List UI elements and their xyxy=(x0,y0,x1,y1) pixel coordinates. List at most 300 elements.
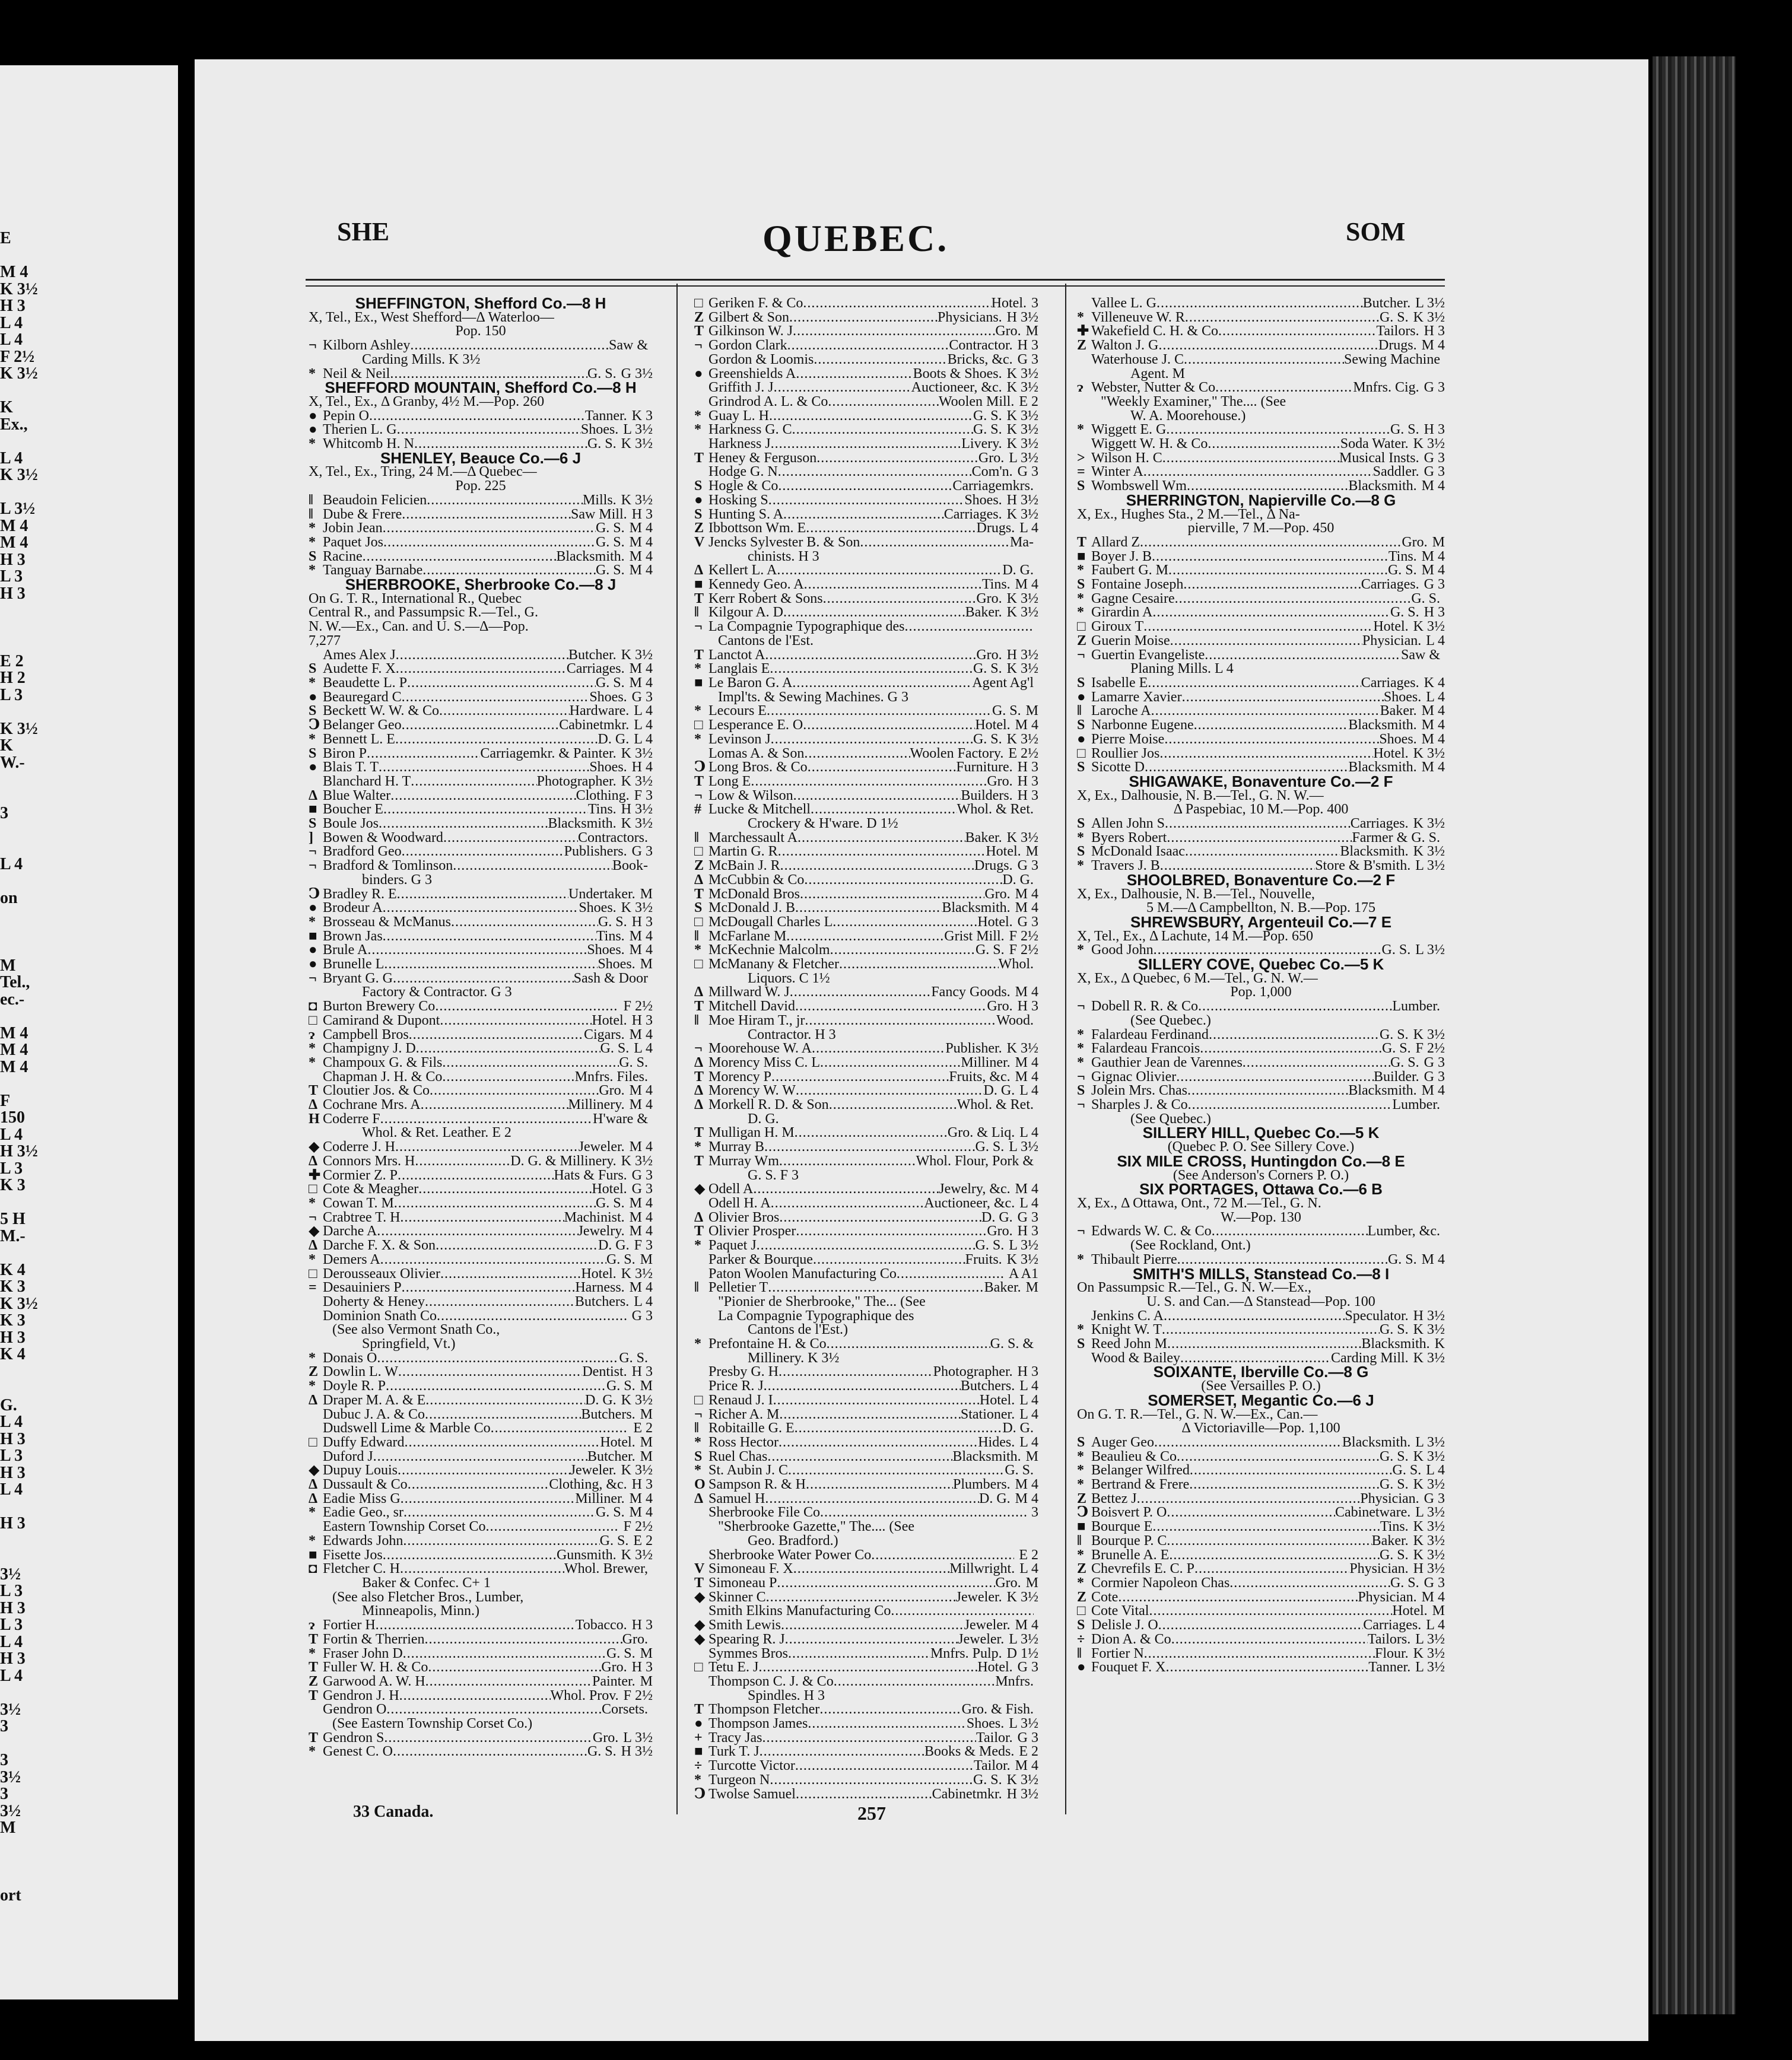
signature-mark: 33 Canada. xyxy=(353,1802,434,1821)
trade-symbol-icon: Δ xyxy=(309,1098,318,1112)
entry-rating: F 3 xyxy=(634,789,653,803)
entry-trade: Whol. xyxy=(998,958,1034,972)
entry-name: Whitcomb H. N xyxy=(323,437,414,452)
directory-entry xyxy=(309,1408,653,1422)
entry-rating: K 3½ xyxy=(1413,817,1445,831)
entry-rating: G 3 xyxy=(1017,1661,1038,1675)
leader-dots xyxy=(425,1295,575,1309)
directory-entry xyxy=(1077,817,1445,831)
entry-trade: Butchers. xyxy=(581,1407,636,1422)
entry-name: Duffy Edward xyxy=(323,1435,405,1450)
entry-trade: Millinery. xyxy=(568,1098,625,1112)
entry-name: Morkell R. D. & Son xyxy=(708,1098,829,1112)
trade-symbol-icon: ¬ xyxy=(694,339,703,353)
directory-entry xyxy=(309,1042,653,1056)
entry-rating: K 3½ xyxy=(1413,310,1445,325)
entry-rating: H 3 xyxy=(631,1661,653,1675)
entry-rating: M 4 xyxy=(1015,1619,1038,1633)
text-line: Crockery & H'ware. D 1½ xyxy=(748,817,898,831)
text-line: W. A. Moorehouse.) xyxy=(1130,409,1246,424)
entry-rating: K 3½ xyxy=(1006,1773,1038,1788)
leader-dots xyxy=(779,1211,981,1225)
entry-rating: E 2 xyxy=(1019,1745,1038,1760)
entry-rating: M 4 xyxy=(1421,1590,1445,1605)
entry-rating: M xyxy=(640,1646,653,1661)
leader-dots xyxy=(1189,1478,1380,1492)
leader-dots xyxy=(803,719,975,733)
leader-dots xyxy=(811,803,957,817)
leader-dots xyxy=(396,648,568,663)
entry-rating: K 3½ xyxy=(1006,437,1038,452)
entry-name: Draper M. A. & E xyxy=(323,1393,426,1408)
entry-trade: Saw & xyxy=(609,339,648,353)
entry-name: Gordon & Loomis xyxy=(708,352,814,367)
left-page-fragment-line: L 3½ xyxy=(0,500,36,518)
entry-name: Doyle R. P xyxy=(323,1379,386,1394)
text-line: Central R., and Passumpsic R.—Tel., G. xyxy=(309,606,538,621)
entry-trade: Shoes. xyxy=(587,943,625,958)
entry-name: Gilbert & Son xyxy=(708,310,789,325)
leader-dots xyxy=(1144,1647,1375,1661)
text-line: Springfield, Vt.) xyxy=(362,1337,456,1352)
entry-rating: L 3½ xyxy=(1009,1632,1038,1647)
directory-entry xyxy=(694,395,1038,409)
leader-dots xyxy=(402,691,590,705)
entry-rating: M xyxy=(1025,704,1038,719)
left-page-fragment-line: 3 xyxy=(0,1717,8,1735)
directory-entry xyxy=(1077,452,1445,466)
entry-name: McManany & Fletcher xyxy=(708,958,839,972)
trade-symbol-icon: ● xyxy=(309,958,317,972)
trade-symbol-icon: * xyxy=(1077,1449,1084,1464)
left-page-fragment-line: M 4 xyxy=(0,516,28,535)
entry-trade: Grist Mill. xyxy=(944,929,1005,944)
entry-name: Campbell Bros xyxy=(323,1028,409,1042)
leader-dots xyxy=(1148,676,1361,691)
entry-name: Spearing R. J xyxy=(708,1632,785,1647)
entry-trade: G. S. xyxy=(975,1239,1005,1253)
text-line: W.—Pop. 130 xyxy=(1221,1210,1301,1225)
directory-entry xyxy=(694,1042,1038,1056)
trade-symbol-icon: * xyxy=(1077,564,1084,578)
text-line: Δ Victoriaville—Pop. 1,100 xyxy=(1181,1422,1340,1436)
directory-entry xyxy=(309,704,653,719)
entry-rating: M 4 xyxy=(629,1028,653,1042)
leader-dots xyxy=(400,1211,564,1225)
entry-name: Kilborn Ashley xyxy=(323,339,411,353)
leader-dots xyxy=(403,1534,599,1549)
entry-name: Coderre F xyxy=(323,1112,380,1127)
entry-name: Gagne Cesaire xyxy=(1091,592,1175,606)
leader-dots xyxy=(792,676,972,691)
trade-symbol-icon: Δ xyxy=(309,1393,318,1408)
entry-name: Chapman J. H. & Co xyxy=(323,1070,443,1085)
entry-trade: Plumbers. xyxy=(952,1478,1011,1492)
entry-trade: G. S. xyxy=(1390,423,1419,438)
left-page-fragment-line: L 3 xyxy=(0,685,23,704)
directory-entry xyxy=(1077,353,1445,367)
trade-symbol-icon: S xyxy=(1077,1619,1085,1633)
leader-dots xyxy=(486,1520,619,1534)
entry-rating: H 3½ xyxy=(621,1745,653,1760)
directory-entry xyxy=(694,719,1038,733)
entry-name: Fisette Jos xyxy=(323,1548,383,1563)
entry-name: Cowan T. M xyxy=(323,1197,394,1211)
column-divider xyxy=(1065,284,1066,1814)
entry-trade: G. S. xyxy=(587,1745,617,1760)
leader-dots xyxy=(796,1788,932,1802)
leader-dots xyxy=(402,719,560,733)
entry-trade: G. S. xyxy=(595,564,625,578)
leader-dots xyxy=(779,1155,916,1169)
entry-trade: D. G. xyxy=(1002,564,1034,578)
leader-dots xyxy=(1137,1492,1361,1506)
text-line: Contractor. H 3 xyxy=(748,1028,836,1042)
entry-trade: G. S. & xyxy=(990,1337,1034,1352)
trade-symbol-icon: □ xyxy=(694,719,703,733)
trade-symbol-icon: T xyxy=(694,1126,704,1141)
directory-entry xyxy=(1077,1337,1445,1352)
entry-rating: M 4 xyxy=(1421,1084,1445,1099)
entry-name: Parker & Bourque xyxy=(708,1252,813,1267)
directory-entry xyxy=(694,1619,1038,1633)
entry-trade: Soda Water. xyxy=(1340,437,1409,452)
directory-entry xyxy=(1077,733,1445,747)
entry-trade: Physician. xyxy=(1349,1562,1409,1576)
text-line: X, Tel., Ex., Tring, 24 M.—Δ Quebec— xyxy=(309,465,537,480)
trade-symbol-icon: * xyxy=(694,1337,701,1352)
entry-rating: K 3½ xyxy=(1006,831,1038,845)
entry-name: Lomas A. & Son xyxy=(708,746,805,761)
entry-rating: F 3 xyxy=(634,1239,653,1253)
entry-name: Odell H. A xyxy=(708,1197,771,1211)
leader-dots xyxy=(839,958,999,972)
entry-trade: Whol. Flour, Pork & xyxy=(916,1154,1034,1169)
leader-dots xyxy=(751,775,987,789)
entry-name: Pelletier T xyxy=(708,1281,768,1295)
entry-trade: D. G. xyxy=(981,1210,1013,1225)
entry-name: Delisle J. O xyxy=(1091,1619,1158,1633)
leader-dots xyxy=(768,494,965,508)
entry-trade: Mnfrs. xyxy=(995,1674,1034,1689)
trade-symbol-icon: Δ xyxy=(309,1239,318,1253)
entry-name: Kerr Robert & Sons xyxy=(708,592,823,606)
directory-entry xyxy=(694,1084,1038,1098)
leader-dots xyxy=(758,1661,977,1675)
entry-rating: E 2 xyxy=(633,1422,653,1436)
left-page-fragment-line: M xyxy=(0,1819,16,1837)
entry-name: Sherbrooke File Co xyxy=(708,1506,820,1521)
leader-dots xyxy=(390,789,576,803)
directory-entry xyxy=(309,536,653,550)
entry-rating: G 3 xyxy=(1424,1070,1445,1085)
trade-symbol-icon: ¬ xyxy=(694,1042,703,1056)
directory-entry xyxy=(1077,1633,1445,1647)
entry-rating: L 4 xyxy=(634,1042,653,1056)
directory-entry xyxy=(309,803,653,817)
directory-entry xyxy=(309,1506,653,1520)
entry-rating: M xyxy=(1025,1576,1038,1591)
entry-name: Champoux G. & Fils xyxy=(323,1056,443,1070)
entry-trade: Gro. xyxy=(978,451,1005,466)
trade-symbol-icon: > xyxy=(1077,451,1085,466)
entry-rating: M 4 xyxy=(1421,761,1445,775)
leader-dots xyxy=(795,901,942,915)
entry-name: Wakefield C. H. & Co xyxy=(1091,325,1219,339)
entry-name: Racine xyxy=(323,549,363,564)
entry-trade: Cabinetmkr. xyxy=(559,719,630,733)
entry-name: Wilson H. C xyxy=(1091,451,1162,466)
entry-rating: M xyxy=(1025,1281,1038,1295)
directory-entry xyxy=(694,704,1038,719)
trade-symbol-icon: ¬ xyxy=(309,845,317,860)
entry-name: Sicotte D xyxy=(1091,761,1145,775)
entry-name: Gauthier Jean de Varennes xyxy=(1091,1056,1243,1070)
leader-dots xyxy=(1156,297,1363,311)
left-page-fragment-line: K xyxy=(0,398,13,417)
entry-name: Brown Jas xyxy=(323,929,383,944)
directory-entry xyxy=(309,1520,653,1534)
entry-rating: L 4 xyxy=(1019,1407,1038,1422)
trade-symbol-icon: S xyxy=(1077,761,1085,775)
leader-dots xyxy=(369,409,585,424)
directory-entry xyxy=(694,761,1038,775)
entry-trade: Hotel. xyxy=(1373,746,1409,761)
entry-trade: Hardware. xyxy=(569,704,630,719)
entry-rating: K 3½ xyxy=(1413,437,1445,452)
entry-name: Tracy Jas xyxy=(708,1731,762,1746)
directory-entry xyxy=(694,1717,1038,1731)
entry-rating: H 3 xyxy=(1017,761,1038,775)
directory-entry xyxy=(694,592,1038,606)
leader-dots xyxy=(764,1379,961,1394)
leader-dots xyxy=(795,1000,987,1014)
left-page-fragment-line: K xyxy=(0,736,13,755)
entry-name: Demers A xyxy=(323,1252,380,1267)
entry-rating: L 3½ xyxy=(1009,1239,1038,1253)
entry-name: Cormier Z. P xyxy=(323,1168,398,1183)
trade-symbol-icon: * xyxy=(1077,606,1084,621)
entry-rating: K 3½ xyxy=(1413,620,1445,634)
leader-dots xyxy=(1162,1323,1380,1337)
entry-trade: Wood. xyxy=(996,1013,1034,1028)
entry-name: Murray B xyxy=(708,1140,764,1155)
leader-dots xyxy=(416,1042,600,1056)
left-page-fragment-line: H 3 xyxy=(0,1328,26,1347)
leader-dots xyxy=(771,437,962,452)
trade-symbol-icon: Ↄ xyxy=(694,1787,706,1802)
directory-entry xyxy=(694,845,1038,859)
left-page-fragment-line: L 4 xyxy=(0,1632,23,1651)
directory-entry xyxy=(694,606,1038,620)
directory-entry xyxy=(1077,1309,1445,1324)
entry-trade: Boots & Shoes. xyxy=(913,367,1002,382)
directory-entry xyxy=(694,859,1038,873)
entry-trade: Gro. & Fish. xyxy=(961,1703,1034,1718)
leader-dots xyxy=(379,817,548,831)
trade-symbol-icon: ¬ xyxy=(694,1407,703,1422)
entry-rating: M 4 xyxy=(1421,564,1445,578)
left-page-fragment-line: L 4 xyxy=(0,1480,23,1499)
entry-name: McDonald Bros xyxy=(708,887,800,902)
entry-trade: Carriages. xyxy=(1361,578,1419,592)
trade-symbol-icon: * xyxy=(309,1351,316,1366)
leader-dots xyxy=(1170,634,1362,648)
left-page-fragment-line: L 4 xyxy=(0,1125,23,1144)
leader-dots xyxy=(820,1056,961,1070)
leader-dots xyxy=(430,1084,599,1098)
left-page-fragment-line: 150 xyxy=(0,1108,25,1127)
leader-dots xyxy=(439,704,570,719)
leader-dots xyxy=(393,1745,587,1759)
entry-name: Derousseaux Olivier xyxy=(323,1267,440,1282)
left-page-fragment-line: K 4 xyxy=(0,1260,26,1279)
leader-dots xyxy=(1171,1633,1368,1647)
directory-entry xyxy=(694,536,1038,550)
directory-entry xyxy=(694,494,1038,508)
entry-name: Murray Wm xyxy=(708,1154,779,1169)
directory-entry xyxy=(1077,423,1445,437)
left-page-fragment-line: H 3½ xyxy=(0,1142,38,1161)
trade-symbol-icon: V xyxy=(694,1562,705,1576)
entry-trade: Auctioneer, &c. xyxy=(911,381,1002,395)
leader-dots xyxy=(383,1549,557,1563)
directory-entry xyxy=(1077,831,1445,845)
text-line: Whol. & Ret. Leather. E 2 xyxy=(362,1126,511,1141)
entry-trade: Blacksmith. xyxy=(1348,479,1417,494)
entry-trade: Gro. xyxy=(599,1084,625,1099)
leader-dots xyxy=(425,1675,592,1689)
trade-symbol-icon: * xyxy=(309,564,316,578)
leader-dots xyxy=(793,325,995,339)
entry-name: Thompson James xyxy=(708,1717,808,1731)
entry-trade: Gro. xyxy=(976,648,1002,663)
trade-symbol-icon: S xyxy=(1077,578,1085,592)
entry-trade: G. S. xyxy=(973,409,1002,424)
trade-symbol-icon: ● xyxy=(1077,732,1086,747)
trade-symbol-icon: * xyxy=(309,535,316,550)
entry-rating: L 4 xyxy=(1019,1197,1038,1211)
left-page-fragment-line: M 4 xyxy=(0,533,28,552)
entry-trade: Tins. xyxy=(596,929,625,944)
entry-name: Webster, Nutter & Co xyxy=(1091,381,1216,395)
entry-name: Guay L. H xyxy=(708,409,769,424)
entry-trade: G. S. xyxy=(1387,564,1417,578)
text-line: chinists. H 3 xyxy=(748,549,819,564)
trade-symbol-icon: * xyxy=(1077,1464,1084,1479)
leader-dots xyxy=(411,775,536,789)
entry-rating: M xyxy=(640,1379,653,1394)
entry-name: Kellert L. A xyxy=(708,564,777,578)
entry-trade: Painter. xyxy=(592,1674,636,1689)
leader-dots xyxy=(1185,311,1380,325)
entry-trade: G. S. xyxy=(606,1252,636,1267)
entry-name: Levinson J xyxy=(708,732,771,747)
directory-entry xyxy=(1077,1225,1445,1239)
directory-entry xyxy=(1077,297,1445,311)
entry-trade: D. G. xyxy=(978,1492,1011,1506)
entry-trade: Physician. xyxy=(1360,1492,1419,1506)
trade-symbol-icon: Z xyxy=(1077,1492,1087,1506)
leader-dots xyxy=(386,1703,602,1717)
leader-dots xyxy=(1140,536,1402,550)
leader-dots xyxy=(788,1647,930,1661)
leader-dots xyxy=(443,831,578,845)
directory-entry xyxy=(694,1000,1038,1014)
directory-entry xyxy=(694,465,1038,479)
entry-name: Simoneau F. X xyxy=(708,1562,793,1576)
directory-entry xyxy=(309,1562,653,1576)
directory-entry xyxy=(1077,845,1445,859)
entry-rating: G 3 xyxy=(1424,1492,1445,1506)
trade-symbol-icon: □ xyxy=(694,915,703,930)
entry-rating: M xyxy=(1432,1604,1445,1619)
text-line: On G. T. R.—Tel., G. N. W.—Ex., Can.— xyxy=(1077,1407,1318,1422)
entry-name: Geriken F. & Co xyxy=(708,297,803,311)
directory-entry xyxy=(694,1549,1038,1563)
leader-dots xyxy=(771,733,973,747)
left-page-fragment-line: 3 xyxy=(0,1751,8,1769)
entry-rating: M xyxy=(640,1407,653,1422)
left-page-fragment-line: on xyxy=(0,888,18,907)
leader-dots xyxy=(760,1745,924,1759)
text-line: 7,277 xyxy=(309,634,341,648)
entry-trade: Gunsmith. xyxy=(556,1548,617,1563)
entry-rating: G 3 xyxy=(631,845,653,860)
trade-symbol-icon: Ↄ xyxy=(309,887,320,902)
leader-dots xyxy=(828,395,939,409)
left-page-fragment-line: 3½ xyxy=(0,1767,21,1786)
leader-dots xyxy=(405,1436,600,1450)
entry-trade: Shoes. xyxy=(1383,690,1422,705)
leader-dots xyxy=(1159,747,1373,761)
entry-trade: G. S. xyxy=(1379,1449,1409,1464)
entry-name: Champigny J. D xyxy=(323,1042,416,1056)
trade-symbol-icon: S xyxy=(309,817,317,831)
entry-name: Good John xyxy=(1091,943,1154,958)
entry-name: La Compagnie Typographique des xyxy=(708,620,905,634)
entry-name: Byers Robert xyxy=(1091,831,1167,845)
directory-entry xyxy=(309,1084,653,1098)
left-page-fragment-line: H 3 xyxy=(0,550,26,569)
directory-entry xyxy=(309,648,653,663)
entry-name: Desauiniers P xyxy=(323,1281,402,1295)
entry-trade: Baker. xyxy=(984,1281,1021,1295)
trade-symbol-icon: ✚ xyxy=(1077,325,1089,339)
entry-trade: Cabinetware. xyxy=(1335,1506,1411,1521)
trade-symbol-icon: * xyxy=(1077,310,1084,325)
entry-trade: Mnfrs. Cig. xyxy=(1353,381,1419,395)
directory-entry xyxy=(694,733,1038,747)
entry-rating: G 3 xyxy=(631,1168,653,1183)
trade-symbol-icon: □ xyxy=(1077,620,1086,634)
entry-name: Gendron J. H xyxy=(323,1689,399,1703)
entry-name: Skinner C xyxy=(708,1590,766,1605)
directory-entry xyxy=(309,1225,653,1239)
leader-dots xyxy=(777,1576,995,1591)
entry-name: Bradley R. E xyxy=(323,887,397,902)
leader-dots xyxy=(1167,1534,1371,1549)
leader-dots xyxy=(757,1239,976,1253)
entry-rating: G 3 xyxy=(1424,381,1445,395)
entry-name: Jencks Sylvester B. & Son xyxy=(708,535,860,550)
leader-dots xyxy=(790,986,932,1000)
trade-symbol-icon: Z xyxy=(694,522,704,536)
entry-rating: K 3½ xyxy=(1006,592,1038,606)
left-page-fragment-line: M 4 xyxy=(0,1057,28,1076)
directory-entry xyxy=(309,1422,653,1436)
trade-symbol-icon: ● xyxy=(694,1717,703,1731)
